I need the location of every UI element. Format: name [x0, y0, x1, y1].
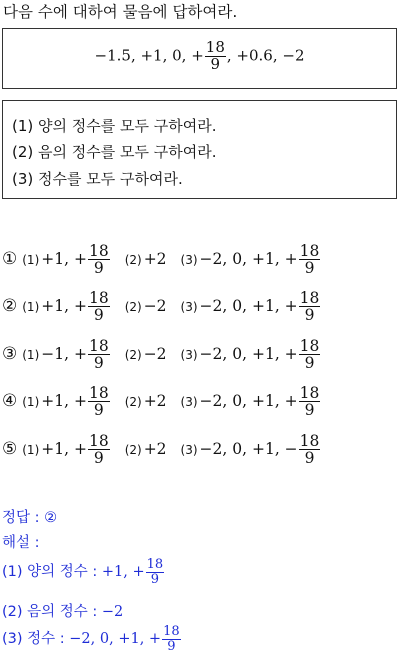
- solution-line-1: [2, 558, 165, 586]
- fraction-numerator: 18: [88, 242, 109, 260]
- part-label: (1): [22, 347, 40, 362]
- fraction-numerator: 18: [299, 337, 320, 355]
- fraction: [299, 433, 321, 467]
- part-label: (2): [124, 394, 142, 409]
- part-label: (3): [180, 442, 198, 457]
- solution-value: −2: [101, 604, 124, 620]
- fraction-numerator: 18: [163, 624, 180, 639]
- part-value: −2, 0, +1, +: [199, 296, 298, 315]
- option-mark: ④: [2, 390, 18, 411]
- part-label: (3): [180, 252, 198, 267]
- part-value: −2, 0, +1, +: [199, 391, 298, 410]
- fraction-denominator: 9: [93, 259, 104, 278]
- fraction: [88, 385, 110, 419]
- part-label: (1): [22, 299, 40, 314]
- part-label: (1): [22, 252, 40, 267]
- part-label: (2): [124, 442, 142, 457]
- fraction: [88, 290, 110, 324]
- question-1: (1) 양의 정수를 모두 구하여라.: [12, 117, 217, 135]
- fraction-denominator: 9: [150, 571, 160, 587]
- part-value: −2: [143, 344, 167, 363]
- option-1[interactable]: [2, 243, 321, 277]
- fraction-numerator: 18: [299, 384, 320, 402]
- option-5[interactable]: [2, 433, 321, 467]
- solution-value: −2, 0, +1, +: [69, 631, 162, 648]
- fraction: [88, 338, 110, 372]
- fraction-numerator: 18: [88, 384, 109, 402]
- fraction: [299, 290, 321, 324]
- fraction-numerator: 18: [146, 557, 164, 572]
- fraction-numerator: 18: [88, 432, 109, 450]
- problem-title: 다음 수에 대하여 물음에 답하여라.: [3, 3, 238, 21]
- solution-value: +1, +: [101, 564, 145, 581]
- option-4[interactable]: [2, 385, 321, 419]
- part-value: +2: [143, 439, 167, 458]
- explanation-label: 해설 :: [2, 535, 40, 551]
- fraction-numerator: 18: [205, 38, 225, 56]
- part-label: (3): [180, 347, 198, 362]
- option-mark: ③: [2, 343, 18, 364]
- fraction: [88, 243, 110, 277]
- part-label: (2): [124, 347, 142, 362]
- part-label: (3): [180, 394, 198, 409]
- part-value: +1, +: [41, 391, 87, 410]
- fraction-denominator: 9: [210, 54, 221, 73]
- fraction: [299, 243, 321, 277]
- option-mark: ①: [2, 248, 18, 269]
- question-2: (2) 음의 정수를 모두 구하여라.: [12, 143, 217, 161]
- option-3[interactable]: [2, 338, 321, 372]
- fraction-denominator: 9: [304, 401, 315, 420]
- part-value: −2, 0, +1, +: [199, 344, 298, 363]
- fraction-denominator: 9: [93, 401, 104, 420]
- fraction-denominator: 9: [304, 259, 315, 278]
- fraction-denominator: 9: [304, 449, 315, 468]
- part-value: +2: [143, 249, 167, 268]
- fraction-numerator: 18: [299, 242, 320, 260]
- fraction-denominator: 9: [93, 354, 104, 373]
- part-label: (2): [124, 252, 142, 267]
- fraction: [205, 40, 226, 73]
- solution-label: (2) 음의 정수 :: [2, 604, 98, 620]
- fraction: [88, 433, 110, 467]
- fraction-denominator: 9: [93, 306, 104, 325]
- fraction-numerator: 18: [88, 289, 109, 307]
- number-list-prefix: −1.5, +1, 0, +: [94, 46, 204, 65]
- fraction: [299, 385, 321, 419]
- fraction-numerator: 18: [299, 432, 320, 450]
- question-3: (3) 정수를 모두 구하여라.: [12, 170, 183, 188]
- part-label: (1): [22, 394, 40, 409]
- number-list: [3, 40, 396, 73]
- fraction-denominator: 9: [167, 638, 176, 654]
- solution-line-3: [2, 625, 182, 653]
- part-label: (3): [180, 299, 198, 314]
- option-mark: ②: [2, 295, 18, 316]
- part-value: −2, 0, +1, −: [199, 439, 298, 458]
- option-2[interactable]: [2, 290, 321, 324]
- fraction-numerator: 18: [299, 289, 320, 307]
- solution-label: (3) 정수 :: [2, 631, 65, 648]
- fraction-numerator: 18: [88, 337, 109, 355]
- number-list-suffix: , +0.6, −2: [226, 46, 305, 65]
- part-value: +1, +: [41, 296, 87, 315]
- part-label: (1): [22, 442, 40, 457]
- fraction-denominator: 9: [304, 354, 315, 373]
- part-value: +1, +: [41, 249, 87, 268]
- fraction: [146, 558, 165, 586]
- solution-line-2: [2, 600, 123, 621]
- fraction: [162, 625, 181, 653]
- part-value: +1, +: [41, 439, 87, 458]
- option-mark: ⑤: [2, 438, 18, 459]
- part-value: −2: [143, 296, 167, 315]
- questions-box: [2, 100, 397, 199]
- part-label: (2): [124, 299, 142, 314]
- part-value: +2: [143, 391, 167, 410]
- number-set-box: [2, 28, 397, 89]
- fraction-denominator: 9: [93, 449, 104, 468]
- part-value: −1, +: [41, 344, 87, 363]
- answer-line: 정답 : ②: [2, 510, 58, 526]
- part-value: −2, 0, +1, +: [199, 249, 298, 268]
- solution-label: (1) 양의 정수 :: [2, 564, 98, 581]
- fraction: [299, 338, 321, 372]
- fraction-denominator: 9: [304, 306, 315, 325]
